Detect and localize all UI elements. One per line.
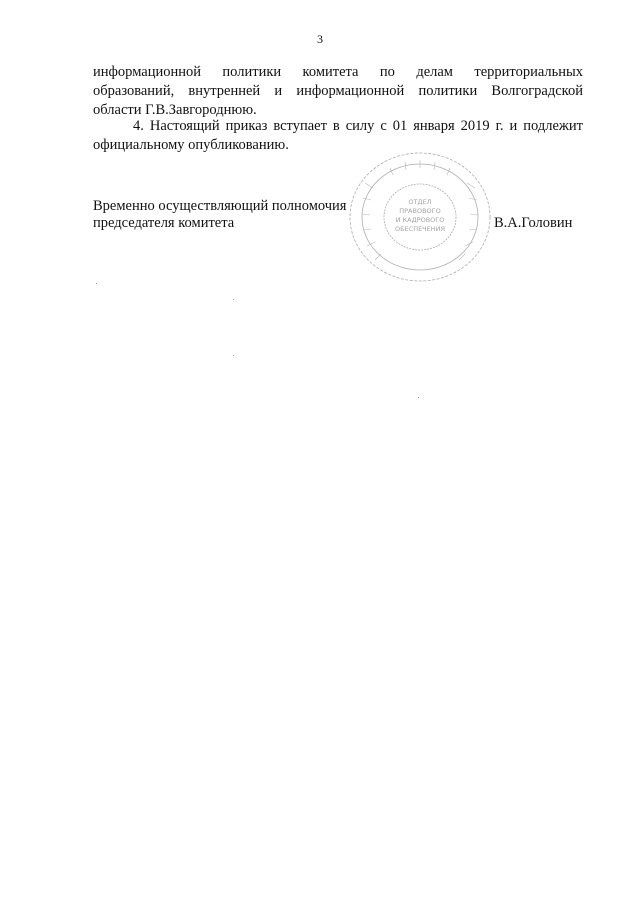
paragraph-item-4 [93, 117, 583, 155]
signer-title [93, 198, 346, 232]
stamp-line: И КАДРОВОГО [395, 216, 445, 224]
paragraph-line: 4. Настоящий приказ вступает в силу с 01 января 2019 г. и подлежит [133, 118, 583, 134]
paragraph-line: информационной политики комитета по делам территориальных [93, 64, 583, 80]
paragraph-line: образований, внутренней и информационной политики Волгоградской [93, 83, 583, 99]
scan-speck [418, 397, 419, 398]
paragraph-continuation [93, 63, 583, 120]
stamp-line: ОТДЕЛ [408, 198, 432, 206]
signer-title-line: председателя комитета [93, 215, 235, 231]
signer-title-line: Временно осуществляющий полномочия [93, 198, 347, 214]
page-number: 3 [317, 32, 323, 46]
scan-speck [233, 355, 234, 356]
official-stamp [345, 148, 495, 286]
paragraph-line: области Г.В.Завгороднюю. [93, 102, 257, 118]
paragraph-line: официальному опубликованию. [93, 137, 289, 153]
stamp-line: ПРАВОВОГО [399, 207, 441, 215]
scan-speck [233, 299, 234, 300]
scan-speck [96, 283, 97, 284]
stamp-line: ОБЕСПЕЧЕНИЯ [394, 225, 446, 233]
signer-name: В.А.Головин [494, 215, 573, 231]
